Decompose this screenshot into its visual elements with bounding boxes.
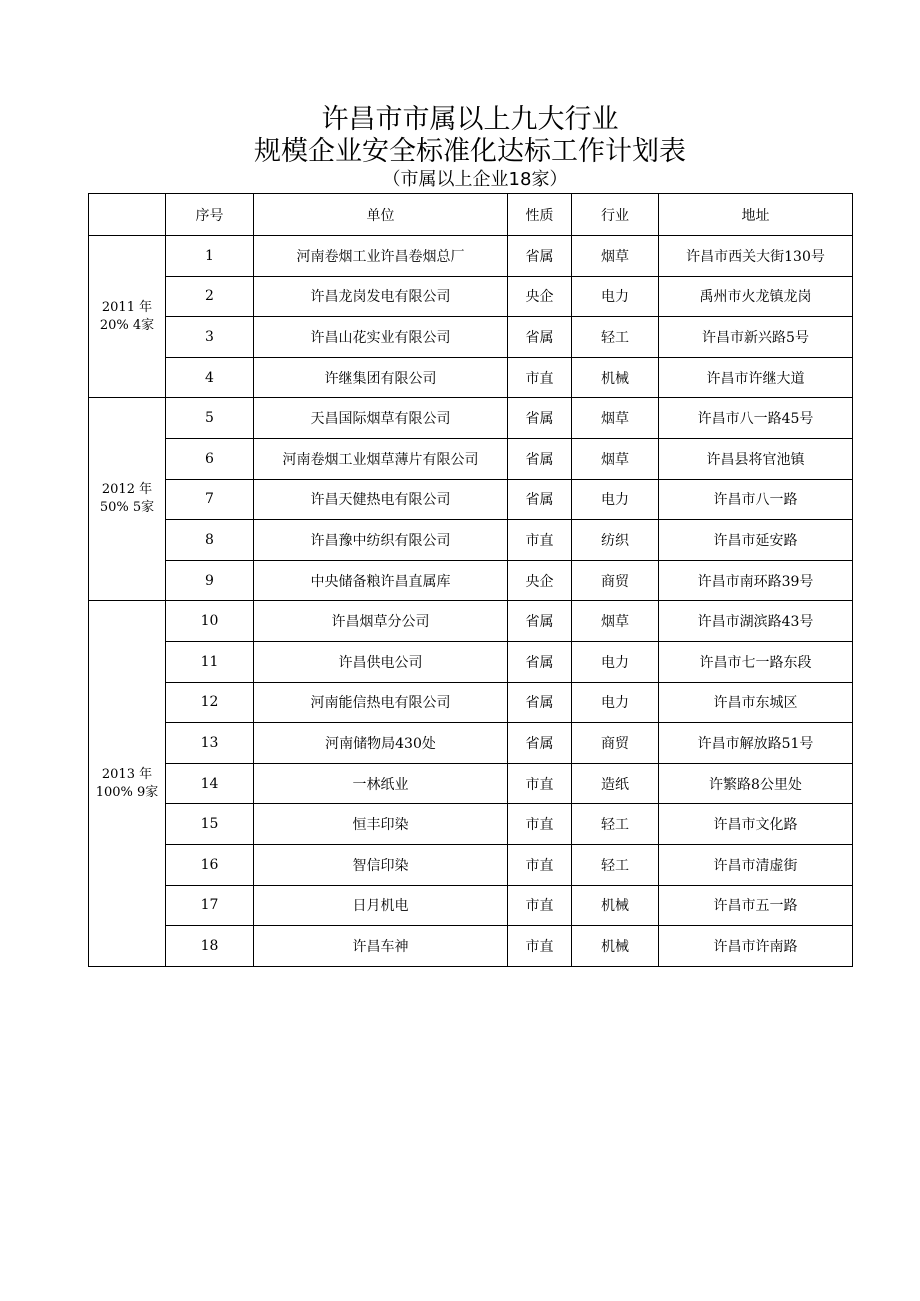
cell-address: 禹州市火龙镇龙岗: [659, 276, 853, 317]
cell-nature: 市直: [508, 926, 572, 967]
cell-unit: 许昌龙岗发电有限公司: [254, 276, 508, 317]
cell-nature: 省属: [508, 438, 572, 479]
table-row: [89, 641, 853, 682]
year-group-cell: [89, 398, 166, 601]
table-row: [89, 479, 853, 520]
header-year: [89, 194, 166, 236]
cell-nature: 省属: [508, 723, 572, 764]
header-nature: 性质: [508, 194, 572, 236]
table-row: [89, 723, 853, 764]
cell-nature: 央企: [508, 560, 572, 601]
cell-industry: 轻工: [572, 844, 659, 885]
plan-table: [88, 193, 853, 967]
cell-no: 5: [166, 398, 254, 439]
table-row: [89, 276, 853, 317]
cell-nature: 省属: [508, 236, 572, 277]
cell-nature: 省属: [508, 398, 572, 439]
year-ratio-label: 50% 5家: [99, 500, 155, 516]
document-title-block: [0, 104, 920, 191]
cell-unit: 许昌豫中纺织有限公司: [254, 520, 508, 561]
cell-no: 14: [166, 763, 254, 804]
cell-industry: 机械: [572, 357, 659, 398]
year-label: 2013 年: [101, 766, 153, 782]
cell-address: 许昌市许继大道: [659, 357, 853, 398]
year-ratio-label: 20% 4家: [99, 317, 155, 333]
cell-unit: 智信印染: [254, 844, 508, 885]
cell-no: 3: [166, 317, 254, 358]
cell-industry: 机械: [572, 885, 659, 926]
table-row: [89, 236, 853, 277]
cell-no: 1: [166, 236, 254, 277]
cell-address: 许昌市东城区: [659, 682, 853, 723]
year-label: 2012 年: [101, 482, 153, 498]
cell-unit: 河南储物局430处: [254, 723, 508, 764]
cell-no: 9: [166, 560, 254, 601]
cell-no: 12: [166, 682, 254, 723]
table-row: [89, 357, 853, 398]
cell-address: 许昌市南环路39号: [659, 560, 853, 601]
cell-unit: 许昌车神: [254, 926, 508, 967]
year-ratio-label: 100% 9家: [95, 784, 159, 800]
subtitle: （市属以上企业18家）: [382, 169, 568, 190]
cell-no: 6: [166, 438, 254, 479]
cell-unit: 许昌天健热电有限公司: [254, 479, 508, 520]
cell-industry: 轻工: [572, 804, 659, 845]
table-row: [89, 317, 853, 358]
cell-nature: 市直: [508, 357, 572, 398]
table-row: [89, 682, 853, 723]
cell-industry: 商贸: [572, 723, 659, 764]
table-header-row: [89, 194, 853, 236]
cell-unit: 天昌国际烟草有限公司: [254, 398, 508, 439]
table-row: [89, 844, 853, 885]
table-row: [89, 763, 853, 804]
cell-no: 10: [166, 601, 254, 642]
table-row: [89, 804, 853, 845]
cell-nature: 省属: [508, 479, 572, 520]
title-line-1: 许昌市市属以上九大行业: [321, 104, 619, 135]
cell-address: 许昌市许南路: [659, 926, 853, 967]
cell-address: 许昌市七一路东段: [659, 641, 853, 682]
cell-address: 许昌市文化路: [659, 804, 853, 845]
header-address: 地址: [659, 194, 853, 236]
table-row: [89, 560, 853, 601]
table-row: [89, 601, 853, 642]
cell-unit: 许昌山花实业有限公司: [254, 317, 508, 358]
cell-no: 17: [166, 885, 254, 926]
cell-unit: 中央储备粮许昌直属库: [254, 560, 508, 601]
cell-unit: 许继集团有限公司: [254, 357, 508, 398]
cell-unit: 河南卷烟工业许昌卷烟总厂: [254, 236, 508, 277]
cell-address: 许昌市解放路51号: [659, 723, 853, 764]
cell-unit: 许昌烟草分公司: [254, 601, 508, 642]
year-group-cell: [89, 236, 166, 398]
cell-address: 许昌市五一路: [659, 885, 853, 926]
table-row: [89, 398, 853, 439]
cell-nature: 市直: [508, 885, 572, 926]
header-unit: 单位: [254, 194, 508, 236]
cell-address: 许昌市西关大街130号: [659, 236, 853, 277]
cell-industry: 造纸: [572, 763, 659, 804]
cell-nature: 市直: [508, 763, 572, 804]
cell-nature: 央企: [508, 276, 572, 317]
cell-no: 7: [166, 479, 254, 520]
cell-address: 许昌市新兴路5号: [659, 317, 853, 358]
cell-no: 13: [166, 723, 254, 764]
cell-no: 2: [166, 276, 254, 317]
cell-address: 许昌市八一路: [659, 479, 853, 520]
cell-nature: 市直: [508, 804, 572, 845]
cell-industry: 烟草: [572, 236, 659, 277]
cell-address: 许昌市八一路45号: [659, 398, 853, 439]
title-line-2: 规模企业安全标准化达标工作计划表: [254, 136, 686, 167]
cell-no: 15: [166, 804, 254, 845]
table-row: [89, 520, 853, 561]
cell-industry: 电力: [572, 641, 659, 682]
cell-nature: 省属: [508, 682, 572, 723]
cell-no: 16: [166, 844, 254, 885]
cell-industry: 电力: [572, 479, 659, 520]
table-row: [89, 926, 853, 967]
table-row: [89, 438, 853, 479]
cell-address: 许昌市延安路: [659, 520, 853, 561]
cell-industry: 烟草: [572, 438, 659, 479]
cell-nature: 市直: [508, 520, 572, 561]
cell-nature: 省属: [508, 601, 572, 642]
header-no: 序号: [166, 194, 254, 236]
year-group-cell: [89, 601, 166, 966]
cell-unit: 日月机电: [254, 885, 508, 926]
cell-no: 8: [166, 520, 254, 561]
cell-unit: 恒丰印染: [254, 804, 508, 845]
cell-address: 许昌市湖滨路43号: [659, 601, 853, 642]
cell-industry: 轻工: [572, 317, 659, 358]
cell-address: 许繁路8公里处: [659, 763, 853, 804]
cell-unit: 河南卷烟工业烟草薄片有限公司: [254, 438, 508, 479]
cell-industry: 机械: [572, 926, 659, 967]
cell-industry: 烟草: [572, 398, 659, 439]
cell-nature: 省属: [508, 641, 572, 682]
cell-industry: 商贸: [572, 560, 659, 601]
cell-industry: 烟草: [572, 601, 659, 642]
cell-no: 18: [166, 926, 254, 967]
header-industry: 行业: [572, 194, 659, 236]
cell-unit: 河南能信热电有限公司: [254, 682, 508, 723]
cell-unit: 一林纸业: [254, 763, 508, 804]
cell-unit: 许昌供电公司: [254, 641, 508, 682]
table-row: [89, 885, 853, 926]
cell-address: 许昌县将官池镇: [659, 438, 853, 479]
cell-industry: 电力: [572, 682, 659, 723]
year-label: 2011 年: [101, 299, 153, 315]
cell-nature: 省属: [508, 317, 572, 358]
cell-nature: 市直: [508, 844, 572, 885]
table-body: [89, 236, 853, 967]
cell-industry: 电力: [572, 276, 659, 317]
cell-no: 4: [166, 357, 254, 398]
cell-industry: 纺织: [572, 520, 659, 561]
cell-no: 11: [166, 641, 254, 682]
cell-address: 许昌市清虚街: [659, 844, 853, 885]
